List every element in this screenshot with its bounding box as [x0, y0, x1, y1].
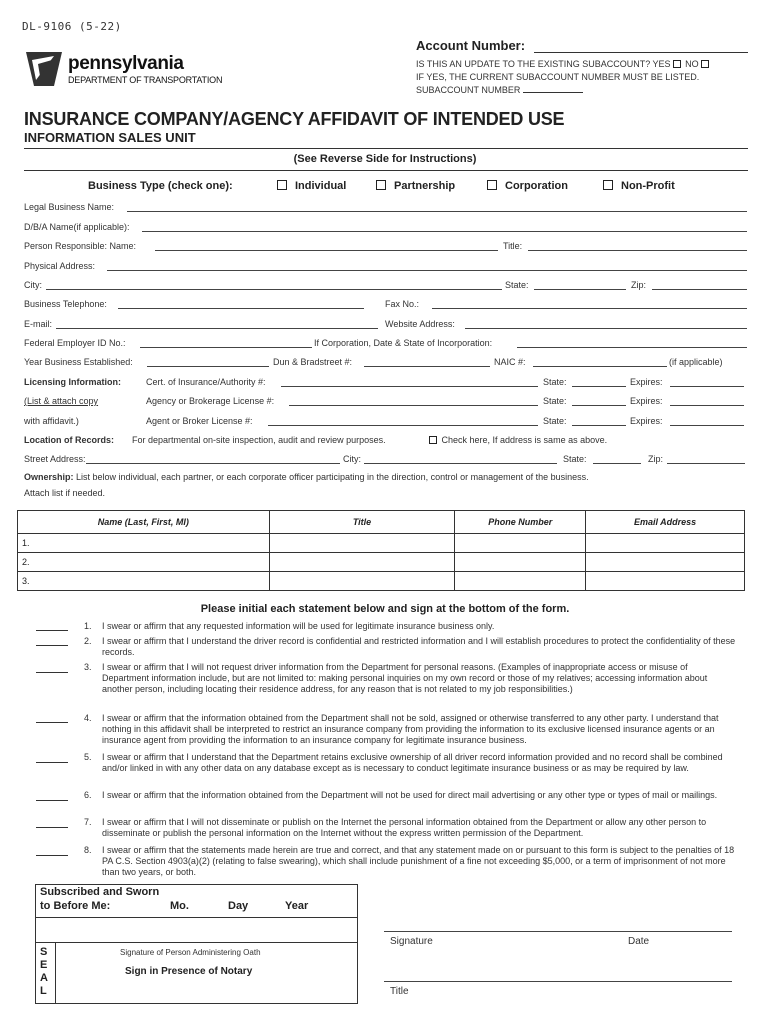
city-field[interactable]	[46, 289, 502, 290]
statement-7: 7. I swear or affirm that I will not disseminate or publish on the Internet the personal information obtained from the Department or allow any other person to disseminate or publish the personal information on the Internet without the express written permission of the Department.	[84, 817, 746, 839]
state-field[interactable]	[534, 289, 626, 290]
if-applicable-note: (if applicable)	[669, 357, 723, 367]
list-attach-note: (List & attach copy	[24, 396, 99, 406]
street-address-field[interactable]	[86, 463, 340, 464]
ownership-text: List below individual, each partner, or each corporate officer participating in the direction, control or management of the business.	[76, 472, 589, 482]
business-telephone-field[interactable]	[118, 308, 364, 309]
physical-address-field[interactable]	[107, 270, 747, 271]
signature-label: Signature	[390, 936, 433, 947]
row-email-cell[interactable]	[586, 553, 745, 572]
statement-5: 5. I swear or affirm that I understand that the Department retains exclusive ownership of all driver record information provided and no record shall be combined and/or linked in with any other data on any database except as is necessary to conduct legitimate insurance business or as may be required by law.	[84, 752, 746, 786]
statement-text: I swear or affirm that the information obtained from the Department will not be used for direct mail advertising or any other type or types of mail or mailings.	[102, 790, 718, 800]
sworn-label-2: to Before Me:	[40, 900, 111, 912]
fein-field[interactable]	[140, 347, 312, 348]
table-header-row	[18, 511, 745, 534]
initial-field-7[interactable]	[36, 827, 68, 828]
administering-oath-label: Signature of Person Administering Oath	[120, 948, 261, 957]
dba-label: D/B/A Name(if applicable):	[24, 222, 130, 232]
records-state-label: State:	[563, 454, 587, 464]
statement-1: 1. I swear or affirm that any requested information will be used for legitimate insurance business only.	[84, 621, 495, 631]
row-phone-cell[interactable]	[455, 572, 586, 591]
column-header-phone: Phone Number	[455, 511, 586, 534]
business-type-individual[interactable]	[277, 180, 346, 192]
records-city-label: City:	[343, 454, 361, 464]
agent-license-field[interactable]	[268, 425, 538, 426]
statement-text: I swear or affirm that I understand the driver record is confidential and restricted information and I will establish procedures to protect the confidentiality of these records.	[102, 636, 736, 657]
ownership-label: Ownership:	[24, 472, 74, 482]
statement-text: I swear or affirm that I will not request driver information from the Department for personal reasons. (Examples of inappropriate access or misuse of Department information include, but are not limited to: making personal inquiries on my own record or those of my relatives; accessing information about another person, including locating their residence address, for any reason that is not related to my job responsibilities.)	[102, 662, 708, 694]
website-label: Website Address:	[385, 319, 455, 329]
records-city-field[interactable]	[364, 463, 557, 464]
records-zip-label: Zip:	[648, 454, 664, 464]
sworn-label-1: Subscribed and Sworn	[40, 886, 160, 898]
row-email-cell[interactable]	[586, 572, 745, 591]
column-header-title: Title	[269, 511, 455, 534]
title-signature-line[interactable]	[384, 981, 732, 982]
table-row	[18, 553, 745, 572]
divider	[24, 170, 748, 171]
initial-field-8[interactable]	[36, 855, 68, 856]
statement-text: I swear or affirm that I understand that the Department retains exclusive ownership of all driver record information provided and no record shall be combined and/or linked in with any other data on any database except as is necessary to conduct legitimate insurance business or as may be required by law.	[102, 752, 723, 773]
row-title-cell[interactable]	[269, 553, 455, 572]
seal-letter: E	[40, 959, 48, 971]
fax-field[interactable]	[432, 308, 747, 309]
checkbox[interactable]	[277, 180, 287, 190]
statement-text: I swear or affirm that the statements made herein are true and correct, and that any statement made on or pursuant to this form is subject to the penalties of 18 PA C.S. Section 4903(a)(2) (relating to false swearing), which shall include punishment of a fine not exceeding $5,000, or a term of imprisonment of not more than two years, or both.	[102, 845, 735, 877]
initial-field-2[interactable]	[36, 645, 68, 646]
seal-text	[40, 946, 52, 998]
initial-instruction: Please initial each statement below and sign at the bottom of the form.	[200, 603, 570, 615]
business-type-partnership[interactable]	[376, 180, 455, 192]
yes-checkbox[interactable]	[673, 60, 681, 68]
seal-letter: L	[40, 985, 47, 997]
agent-state-label: State:	[543, 416, 567, 426]
statement-4: 4. I swear or affirm that the information obtained from the Department shall not be sold, assigned or otherwise transferred to any other party. I understand that nothing in this affidavit shall be interpreted to restrict an insurance company from providing the information to its exclusive licensed insurance agents or an insurance agent from providing the information to an insurance company for legitimate insurance business.	[84, 713, 746, 747]
person-responsible-label: Person Responsible: Name:	[24, 241, 137, 251]
title-field[interactable]	[528, 250, 747, 251]
account-number-label: Account Number:	[416, 38, 526, 53]
cert-insurance-field[interactable]	[281, 386, 538, 387]
agency-state-field[interactable]	[572, 405, 626, 406]
divider	[24, 148, 748, 149]
update-question: IS THIS AN UPDATE TO THE EXISTING SUBACCOUNT? YES	[416, 59, 671, 69]
same-address-label: Check here, If address is same as above.	[441, 435, 608, 445]
month-label: Mo.	[170, 900, 189, 912]
row-title-cell[interactable]	[269, 572, 455, 591]
dun-bradstreet-label: Dun & Bradstreet #:	[273, 357, 353, 367]
email-label: E-mail:	[24, 319, 53, 329]
physical-address-label: Physical Address:	[24, 261, 96, 271]
initial-field-6[interactable]	[36, 800, 68, 801]
table-row	[18, 534, 745, 553]
dun-bradstreet-field[interactable]	[364, 366, 490, 367]
statement-6: 6. I swear or affirm that the information obtained from the Department will not be used for direct mail advertising or any other type or types of mail or mailings.	[84, 790, 746, 812]
notary-date-field[interactable]	[35, 917, 358, 943]
statement-2: 2. I swear or affirm that I understand the driver record is confidential and restricted information and I will establish procedures to protect the confidentiality of these records.	[84, 636, 746, 658]
year-established-field[interactable]	[147, 366, 269, 367]
agency-expires-label: Expires:	[630, 396, 663, 406]
legal-name-field[interactable]	[127, 211, 747, 212]
licensing-label: Licensing Information:	[24, 377, 122, 387]
column-header-email: Email Address	[586, 511, 745, 534]
statement-8: 8. I swear or affirm that the statements made herein are true and correct, and that any statement made on or pursuant to this form is subject to the penalties of 18 PA C.S. Section 4903(a)(2) (relating to false swearing), which shall include punishment of a fine not exceeding $5,000, or a term of imprisonment of not more than two years, or both.	[84, 845, 746, 879]
ownership-note	[24, 472, 589, 482]
email-field[interactable]	[56, 328, 378, 329]
row-email-cell[interactable]	[586, 534, 745, 553]
logo-wordmark: pennsylvania	[68, 53, 184, 74]
agency-expires-field[interactable]	[670, 405, 744, 406]
seal-letter: S	[40, 946, 48, 958]
form-title: INSURANCE COMPANY/AGENCY AFFIDAVIT OF INTENDED USE	[24, 109, 565, 129]
form-number: DL-9106 (5-22)	[22, 20, 122, 33]
statement-text: I swear or affirm that I will not disseminate or publish on the Internet the personal information obtained from the Department or allow any other person to disseminate or publish the personal information on the Internet without the express written permission of the Department.	[102, 817, 707, 838]
business-type-corporation[interactable]	[487, 180, 568, 192]
naic-field[interactable]	[533, 366, 667, 367]
date-label: Date	[628, 936, 650, 947]
pennsylvania-keystone-logo	[24, 50, 64, 88]
legal-name-label: Legal Business Name:	[24, 202, 115, 212]
row-name-cell[interactable]: 2.	[18, 553, 270, 572]
statement-3: 3. I swear or affirm that I will not request driver information from the Department for personal reasons. (Examples of inappropriate access or misuse of Department information include, but are not limited to: making personal inquiries on my own record or those of my relatives; accessing information about another person, including locating their residence address, for any reason that is not related to my job responsibilities.)	[84, 662, 746, 706]
row-name-cell[interactable]: 1.	[18, 534, 270, 553]
cert-insurance-label: Cert. of Insurance/Authority #:	[146, 377, 266, 387]
zip-label: Zip:	[631, 280, 647, 290]
same-address-option[interactable]	[427, 435, 607, 445]
agent-expires-field[interactable]	[670, 425, 744, 426]
year-label: Year	[285, 900, 309, 912]
naic-label: NAIC #:	[494, 357, 526, 367]
cert-expires-field[interactable]	[670, 386, 744, 387]
statement-text: I swear or affirm that any requested information will be used for legitimate insurance business only.	[102, 621, 495, 631]
agent-license-label: Agent or Broker License #:	[146, 416, 253, 426]
zip-field[interactable]	[652, 289, 747, 290]
state-label: State:	[505, 280, 529, 290]
column-header-name: Name (Last, First, MI)	[18, 511, 270, 534]
business-type-non-profit[interactable]	[603, 180, 675, 192]
row-title-cell[interactable]	[269, 534, 455, 553]
row-name-cell[interactable]: 3.	[18, 572, 270, 591]
no-label: NO	[685, 59, 699, 69]
row-phone-cell[interactable]	[455, 553, 586, 572]
incorporation-field[interactable]	[517, 347, 747, 348]
option-label: Corporation	[505, 180, 568, 192]
option-label: Partnership	[394, 180, 456, 192]
option-label: Non-Profit	[621, 180, 675, 192]
location-records-label: Location of Records:	[24, 435, 115, 445]
incorporation-label: If Corporation, Date & State of Incorporation:	[314, 338, 493, 348]
form-subtitle: INFORMATION SALES UNIT	[24, 130, 196, 145]
street-address-label: Street Address:	[24, 454, 86, 464]
subaccount-update-block	[416, 58, 756, 97]
business-type-label: Business Type (check one):	[88, 180, 233, 192]
seal-letter: A	[40, 972, 48, 984]
ownership-table	[17, 510, 745, 591]
initial-field-1[interactable]	[36, 630, 68, 631]
agency-license-field[interactable]	[289, 405, 538, 406]
cert-state-field[interactable]	[572, 386, 626, 387]
initial-field-4[interactable]	[36, 722, 68, 723]
records-state-field[interactable]	[593, 463, 641, 464]
no-checkbox[interactable]	[701, 60, 709, 68]
year-established-label: Year Business Established:	[24, 357, 133, 367]
initial-field-5[interactable]	[36, 762, 68, 763]
sign-presence-label: Sign in Presence of Notary	[125, 966, 253, 977]
account-number-field[interactable]	[534, 52, 748, 53]
option-label: Individual	[295, 180, 347, 192]
agent-state-field[interactable]	[572, 425, 626, 426]
initial-field-3[interactable]	[36, 672, 68, 673]
title-label: Title:	[503, 241, 523, 251]
table-row	[18, 572, 745, 591]
seal-divider	[55, 943, 56, 1004]
person-name-field[interactable]	[155, 250, 498, 251]
statement-text: I swear or affirm that the information obtained from the Department shall not be sold, assigned or otherwise transferred to any other party. I understand that nothing in this affidavit shall be interpreted to restrict an insurance company from providing the information to its exclusive licensed insurance agents or an insurance agent from providing the information to an insurance company for legitimate insurance business.	[102, 713, 719, 745]
business-telephone-label: Business Telephone:	[24, 299, 107, 309]
subaccount-note: IF YES, THE CURRENT SUBACCOUNT NUMBER MUST BE LISTED.	[416, 72, 700, 82]
city-label: City:	[24, 280, 42, 290]
checkbox[interactable]	[603, 180, 613, 190]
logo-subtitle: DEPARTMENT OF TRANSPORTATION	[68, 75, 223, 85]
with-affidavit-note: with affidavit.)	[24, 416, 79, 426]
subaccount-number-label: SUBACCOUNT NUMBER	[416, 85, 521, 95]
day-label: Day	[228, 900, 249, 912]
fax-label: Fax No.:	[385, 299, 420, 309]
signature-line[interactable]	[384, 931, 732, 932]
same-address-checkbox[interactable]	[429, 436, 437, 444]
checkbox[interactable]	[376, 180, 386, 190]
subaccount-number-field[interactable]	[523, 92, 583, 93]
agency-state-label: State:	[543, 396, 567, 406]
cert-expires-label: Expires:	[630, 377, 663, 387]
dba-field[interactable]	[142, 231, 747, 232]
signature-title-label: Title	[390, 986, 409, 997]
records-zip-field[interactable]	[667, 463, 745, 464]
fein-label: Federal Employer ID No.:	[24, 338, 126, 348]
checkbox[interactable]	[487, 180, 497, 190]
row-phone-cell[interactable]	[455, 534, 586, 553]
location-records-text: For departmental on-site inspection, audit and review purposes.	[132, 435, 386, 445]
attach-list-note: Attach list if needed.	[24, 488, 106, 498]
agency-license-label: Agency or Brokerage License #:	[146, 396, 275, 406]
instructions-note: (See Reverse Side for Instructions)	[293, 153, 477, 165]
cert-state-label: State:	[543, 377, 567, 387]
agent-expires-label: Expires:	[630, 416, 663, 426]
website-field[interactable]	[465, 328, 747, 329]
